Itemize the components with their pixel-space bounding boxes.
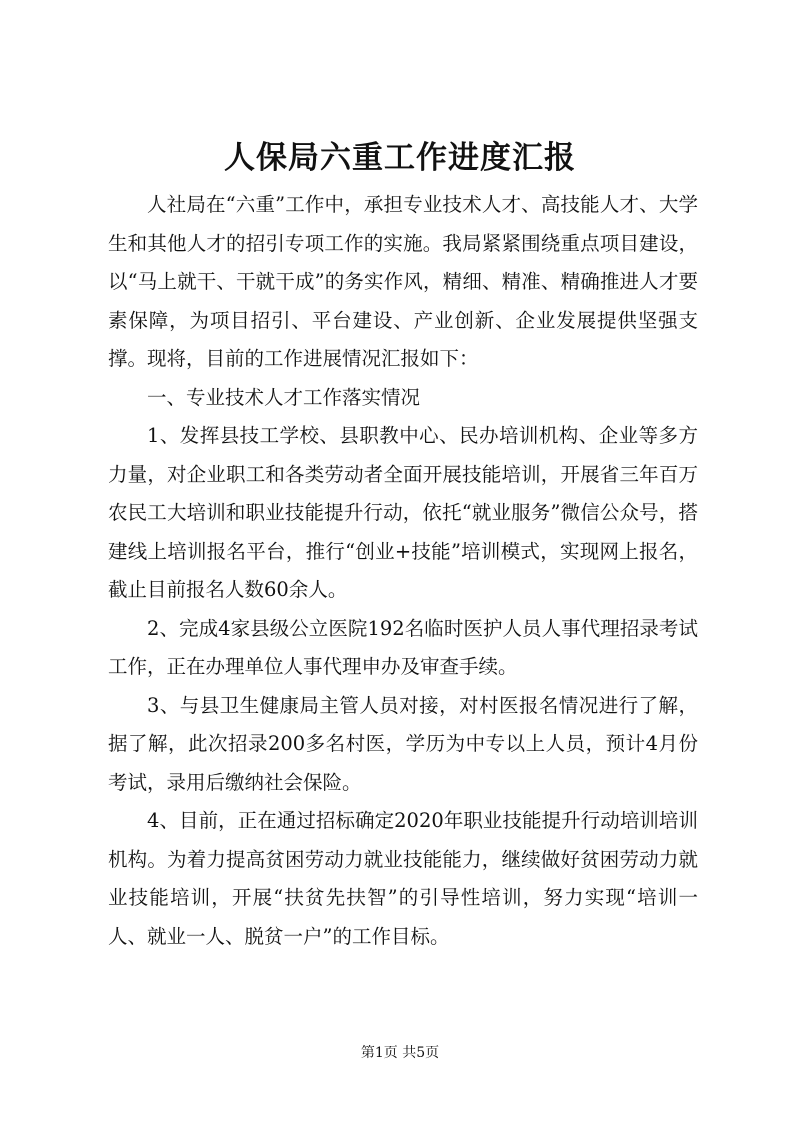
- section-heading: 一、专业技术人才工作落实情况: [147, 385, 421, 409]
- item-paragraph-2: 2、完成4家县级公立医院192名临时医护人员人事代理招录考试工作，正在办理单位人事代理申办及审查手续。: [108, 616, 698, 678]
- item-paragraph-1: 1、发挥县技工学校、县职教中心、民办培训机构、企业等多方力量，对企业职工和各类劳动者全面开展技能培训，开展省三年百万农民工大培训和职业技能提升行动，依托“就业服务”微信公众号，搭建线上培训报名平台，推行“创业+技能”培训模式，实现网上报名，截止目前报名人数60余人。: [108, 424, 698, 601]
- item-paragraph-3: 3、与县卫生健康局主管人员对接，对村医报名情况进行了解，据了解，此次招录200多名村医，学历为中专以上人员，预计4月份考试，录用后缴纳社会保险。: [108, 693, 698, 794]
- item-paragraph-4: 4、目前，正在通过招标确定2020年职业技能提升行动培训培训机构。为着力提高贫困劳动力就业技能能力，继续做好贫困劳动力就业技能培训，开展“扶贫先扶智”的引导性培训，努力实现“培训一人、就业一人、脱贫一户”的工作目标。: [108, 809, 698, 948]
- intro-paragraph: 人社局在“六重”工作中，承担专业技术人才、高技能人才、大学生和其他人才的招引专项工作的实施。我局紧紧围绕重点项目建设，以“马上就干、干就干成”的务实作风，精细、精准、精确推进人才要素保障，为项目招引、平台建设、产业创新、企业发展提供坚强支撑。现将，目前的工作进展情况汇报如下：: [108, 193, 698, 370]
- page-footer: 第1页 共5页: [360, 1045, 440, 1061]
- document-title: 人保局六重工作进度汇报: [224, 140, 576, 176]
- document-body: [108, 186, 698, 956]
